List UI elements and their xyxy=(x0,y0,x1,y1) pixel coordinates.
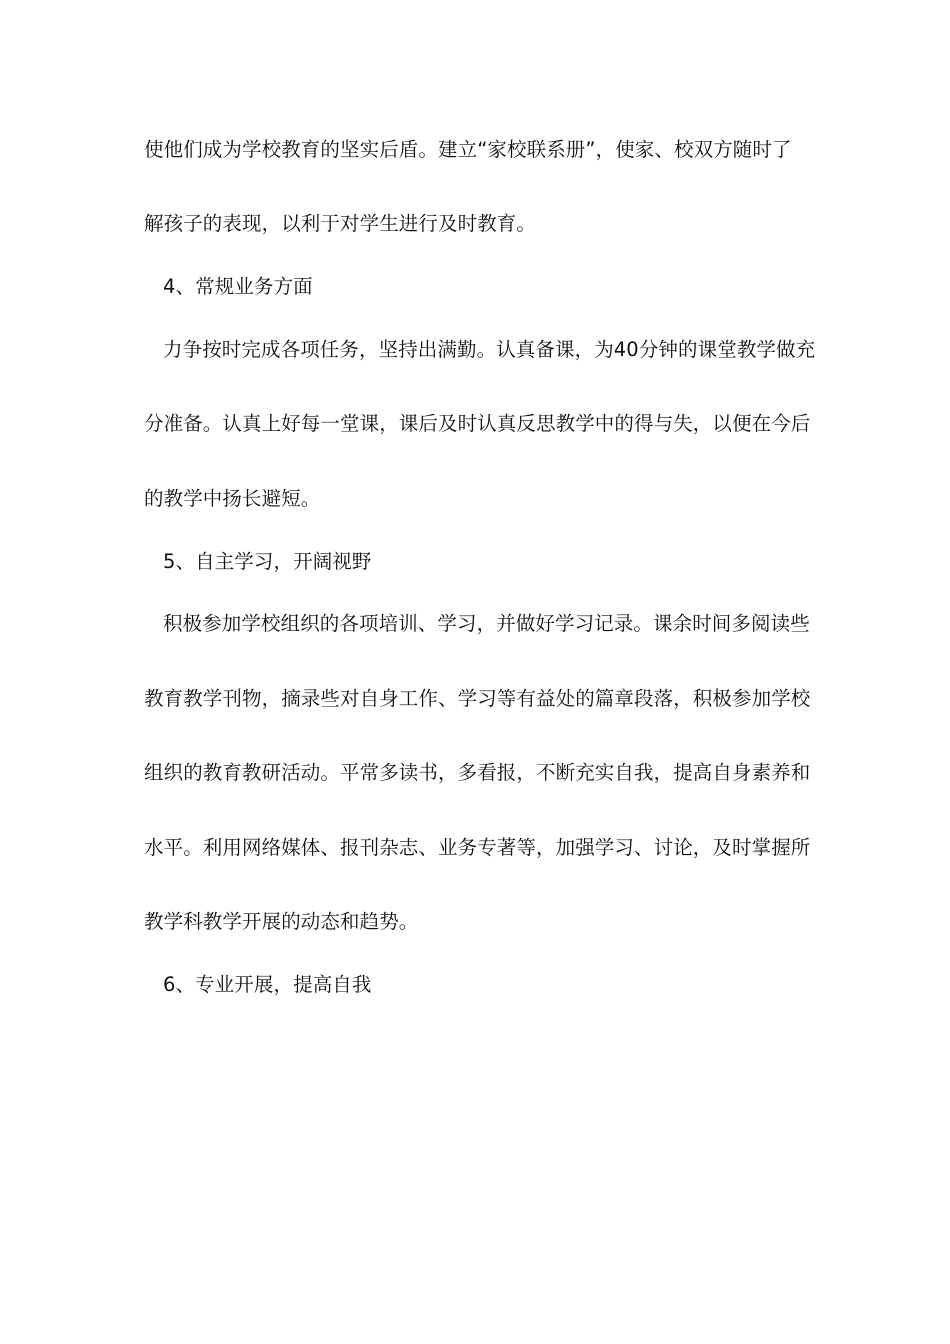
section-heading: 6、专业开展，提高自我 xyxy=(163,973,372,996)
section-heading: 5、自主学习，开阔视野 xyxy=(163,550,372,573)
section-heading: 4、常规业务方面 xyxy=(163,275,313,298)
paragraph-line: 积极参加学校组织的各项培训、学习，并做好学习记录。课余时间多阅读些 xyxy=(163,612,810,635)
paragraph-line: 教学科教学开展的动态和趋势。 xyxy=(144,910,419,933)
paragraph-line: 力争按时完成各项任务，坚持出满勤。认真备课，为40分钟的课堂教学做充 xyxy=(163,338,816,361)
paragraph-line: 解孩子的表现，以利于对学生进行及时教育。 xyxy=(144,212,537,235)
paragraph-line: 组织的教育教研活动。平常多读书，多看报，不断充实自我，提高自身素养和 xyxy=(144,761,811,784)
paragraph-line: 使他们成为学校教育的坚实后盾。建立“家校联系册”，使家、校双方随时了 xyxy=(144,138,792,161)
paragraph-line: 教育教学刊物，摘录些对自身工作、学习等有益处的篇章段落，积极参加学校 xyxy=(144,687,811,710)
paragraph-line: 分准备。认真上好每一堂课，课后及时认真反思教学中的得与失，以便在今后 xyxy=(144,412,811,435)
paragraph-line: 水平。利用网络媒体、报刊杂志、业务专著等，加强学习、讨论，及时掌握所 xyxy=(144,836,811,859)
paragraph-line: 的教学中扬长避短。 xyxy=(144,487,321,510)
